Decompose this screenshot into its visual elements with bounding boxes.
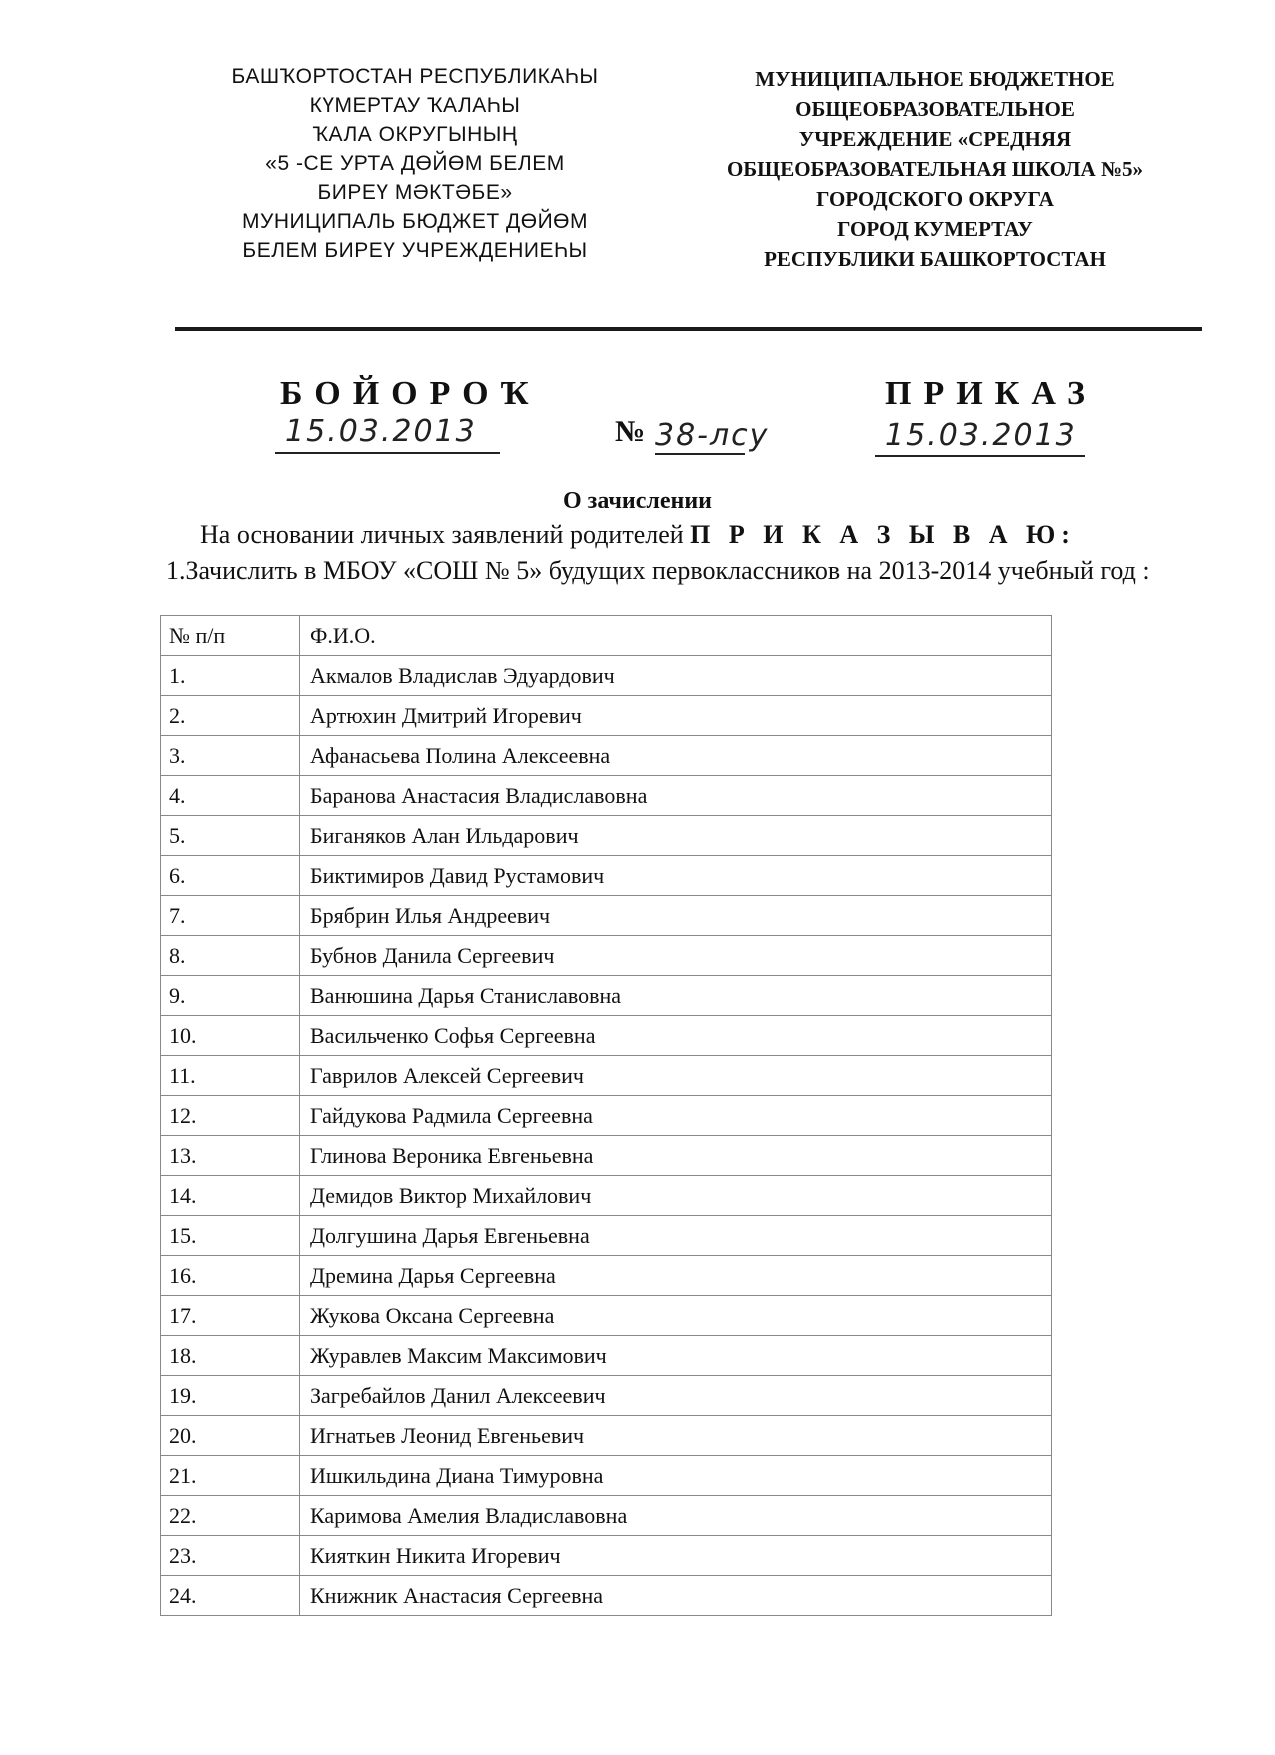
row-number: 9. — [161, 976, 300, 1016]
order-subject: О зачислении — [563, 488, 712, 514]
row-number: 21. — [161, 1456, 300, 1496]
row-number: 11. — [161, 1056, 300, 1096]
header-right-line: ОБЩЕОБРАЗОВАТЕЛЬНОЕ — [795, 97, 1075, 121]
row-number: 13. — [161, 1136, 300, 1176]
row-number: 2. — [161, 696, 300, 736]
student-name: Гайдукова Радмила Сергеевна — [300, 1096, 1052, 1136]
student-name: Брябрин Илья Андреевич — [300, 896, 1052, 936]
table-row — [161, 816, 1052, 856]
table-row — [161, 936, 1052, 976]
student-name: Долгушина Дарья Евгеньевна — [300, 1216, 1052, 1256]
row-number: 17. — [161, 1296, 300, 1336]
student-name: Бубнов Данила Сергеевич — [300, 936, 1052, 976]
table-row — [161, 1336, 1052, 1376]
table-row — [161, 976, 1052, 1016]
student-name: Баранова Анастасия Владиславовна — [300, 776, 1052, 816]
header-right-line: МУНИЦИПАЛЬНОЕ БЮДЖЕТНОЕ — [755, 67, 1115, 91]
table-row — [161, 1416, 1052, 1456]
header-bashkir-block — [185, 62, 645, 265]
column-header-number: № п/п — [161, 616, 300, 656]
handwritten-date-left: 15.03.2013 — [285, 414, 477, 449]
row-number: 5. — [161, 816, 300, 856]
order-title-bashkir: БОЙОРОҠ — [280, 375, 541, 412]
header-left-line: «5 -СЕ УРТА ДӨЙӨМ БЕЛЕМ — [265, 152, 565, 175]
row-number: 20. — [161, 1416, 300, 1456]
student-name: Загребайлов Данил Алексеевич — [300, 1376, 1052, 1416]
row-number: 3. — [161, 736, 300, 776]
table-row — [161, 1096, 1052, 1136]
order-word: П Р И К А З Ы В А Ю: — [690, 520, 1076, 549]
row-number: 6. — [161, 856, 300, 896]
row-number: 24. — [161, 1576, 300, 1616]
header-russian-block — [695, 64, 1175, 274]
student-name: Жукова Оксана Сергеевна — [300, 1296, 1052, 1336]
student-name: Ванюшина Дарья Станиславовна — [300, 976, 1052, 1016]
order-number-label: № — [615, 415, 646, 448]
student-name: Демидов Виктор Михайлович — [300, 1176, 1052, 1216]
student-name: Кияткин Никита Игоревич — [300, 1536, 1052, 1576]
student-name: Игнатьев Леонид Евгеньевич — [300, 1416, 1052, 1456]
row-number: 14. — [161, 1176, 300, 1216]
student-name: Гаврилов Алексей Сергеевич — [300, 1056, 1052, 1096]
order-title-russian: ПРИКАЗ — [885, 375, 1097, 412]
student-name: Афанасьева Полина Алексеевна — [300, 736, 1052, 776]
table-row — [161, 896, 1052, 936]
header-right-line: РЕСПУБЛИКИ БАШКОРТОСТАН — [764, 247, 1106, 271]
row-number: 23. — [161, 1536, 300, 1576]
date-underline-left — [275, 452, 500, 454]
row-number: 1. — [161, 656, 300, 696]
row-number: 18. — [161, 1336, 300, 1376]
header-left-line: ҠАЛА ОКРУГЫНЫҢ — [312, 123, 518, 146]
header-left-line: БИРЕҮ МӘКТӘБЕ» — [317, 181, 513, 204]
intro-paragraph — [200, 520, 1076, 550]
student-name: Васильченко Софья Сергеевна — [300, 1016, 1052, 1056]
intro-text: На основании личных заявлений родителей — [200, 520, 691, 549]
column-header-name: Ф.И.О. — [300, 616, 1052, 656]
header-left-line: БАШҠОРТОСТАН РЕСПУБЛИКАҺЫ — [231, 65, 599, 88]
student-name: Акмалов Владислав Эдуардович — [300, 656, 1052, 696]
table-row — [161, 1376, 1052, 1416]
header-left-line: КҮМЕРТАУ ҠАЛАҺЫ — [309, 94, 521, 117]
enrollment-clause: 1.Зачислить в МБОУ «СОШ № 5» будущих первоклассников на 2013-2014 учебный год : — [166, 556, 1150, 585]
table-row — [161, 1016, 1052, 1056]
enrollment-table — [160, 615, 1052, 1616]
handwritten-order-number: 38-лсу — [655, 418, 770, 453]
number-underline — [655, 453, 745, 455]
table-row — [161, 1496, 1052, 1536]
student-name: Артюхин Дмитрий Игоревич — [300, 696, 1052, 736]
table-row — [161, 776, 1052, 816]
table-row — [161, 1136, 1052, 1176]
student-name: Биктимиров Давид Рустамович — [300, 856, 1052, 896]
table-row — [161, 1296, 1052, 1336]
table-row — [161, 1056, 1052, 1096]
date-underline-right — [875, 455, 1085, 457]
student-name: Глинова Вероника Евгеньевна — [300, 1136, 1052, 1176]
header-right-line: УЧРЕЖДЕНИЕ «СРЕДНЯЯ — [798, 127, 1072, 151]
student-name: Биганяков Алан Ильдарович — [300, 816, 1052, 856]
row-number: 15. — [161, 1216, 300, 1256]
row-number: 22. — [161, 1496, 300, 1536]
table-row — [161, 1216, 1052, 1256]
student-name: Журавлев Максим Максимович — [300, 1336, 1052, 1376]
header-left-line: БЕЛЕМ БИРЕҮ УЧРЕЖДЕНИЕҺЫ — [242, 239, 588, 262]
table-row — [161, 1536, 1052, 1576]
table-row — [161, 696, 1052, 736]
row-number: 7. — [161, 896, 300, 936]
table-row — [161, 1176, 1052, 1216]
table-row — [161, 856, 1052, 896]
student-name: Дремина Дарья Сергеевна — [300, 1256, 1052, 1296]
header-right-line: ГОРОДСКОГО ОКРУГА — [816, 187, 1054, 211]
table-row — [161, 656, 1052, 696]
row-number: 19. — [161, 1376, 300, 1416]
row-number: 16. — [161, 1256, 300, 1296]
row-number: 8. — [161, 936, 300, 976]
table-row — [161, 1576, 1052, 1616]
table-row — [161, 1456, 1052, 1496]
header-divider — [175, 327, 1202, 331]
student-name: Ишкильдина Диана Тимуровна — [300, 1456, 1052, 1496]
header-left-line: МУНИЦИПАЛЬ БЮДЖЕТ ДӨЙӨМ — [241, 210, 588, 233]
header-right-line: ОБЩЕОБРАЗОВАТЕЛЬНАЯ ШКОЛА №5» — [726, 157, 1144, 181]
table-row — [161, 1256, 1052, 1296]
handwritten-date-right: 15.03.2013 — [885, 418, 1077, 453]
row-number: 10. — [161, 1016, 300, 1056]
table-row — [161, 736, 1052, 776]
row-number: 4. — [161, 776, 300, 816]
student-name: Каримова Амелия Владиславовна — [300, 1496, 1052, 1536]
student-name: Книжник Анастасия Сергеевна — [300, 1576, 1052, 1616]
row-number: 12. — [161, 1096, 300, 1136]
table-header-row — [161, 616, 1052, 656]
header-right-line: ГОРОД КУМЕРТАУ — [837, 217, 1033, 241]
